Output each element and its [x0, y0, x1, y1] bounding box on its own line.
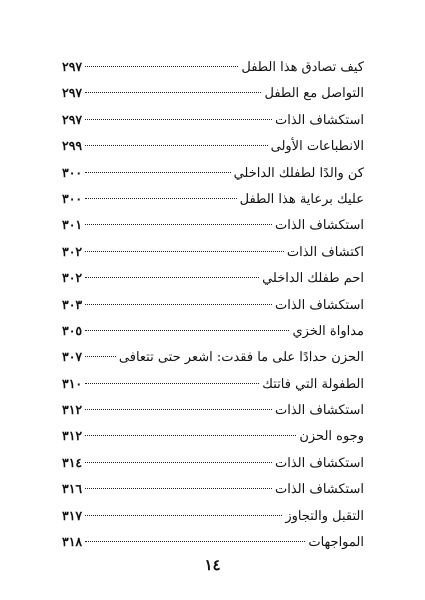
dot-leader	[85, 198, 236, 199]
dot-leader	[85, 145, 267, 146]
toc-entry	[62, 397, 364, 423]
toc-entry	[62, 54, 364, 80]
toc-entry	[62, 239, 364, 265]
toc-entry-page: ٣١٦	[62, 481, 83, 497]
dot-leader	[85, 356, 116, 357]
toc-entry	[62, 160, 364, 186]
dot-leader	[85, 277, 259, 278]
toc-entry-title: مداواة الخزي	[292, 323, 364, 339]
dot-leader	[85, 488, 272, 489]
dot-leader	[85, 172, 230, 173]
toc-entry-title: استكشاف الذات	[274, 218, 364, 234]
toc-entry-page: ٣٠٥	[62, 322, 83, 338]
toc-entry-title: التواصل مع الطفل	[264, 86, 364, 102]
toc-entry	[62, 503, 364, 529]
dot-leader	[85, 66, 238, 67]
toc-entry-title: استكشاف الذات	[274, 455, 364, 471]
toc-entry	[62, 476, 364, 502]
toc-entry	[62, 450, 364, 476]
dot-leader	[85, 92, 261, 93]
dot-leader	[85, 251, 284, 252]
dot-leader	[85, 409, 272, 410]
dot-leader	[85, 224, 272, 225]
toc-entry	[62, 265, 364, 291]
toc-entry-title: المواجهات	[308, 535, 364, 551]
toc-entry-title: اكتشاف الذات	[286, 244, 364, 260]
toc-entry	[62, 529, 364, 555]
dot-leader	[85, 515, 282, 516]
page-number: ١٤	[204, 556, 221, 574]
toc-entry	[62, 107, 364, 133]
toc-entry-page: ٢٩٧	[62, 85, 83, 101]
toc-entry-title: الطفولة التي فاتتك	[262, 376, 364, 392]
dot-leader	[85, 383, 259, 384]
toc-entry	[62, 344, 364, 370]
toc-entry-title: التقبل والتجاوز	[285, 508, 364, 524]
toc-entry	[62, 186, 364, 212]
toc-entry	[62, 371, 364, 397]
toc-entry	[62, 292, 364, 318]
toc-entry-page: ٢٩٩	[62, 138, 83, 154]
toc-entry	[62, 318, 364, 344]
toc-entry	[62, 212, 364, 238]
toc-entry-title: استكشاف الذات	[274, 297, 364, 313]
toc-entry	[62, 80, 364, 106]
toc-entry	[62, 133, 364, 159]
toc-entry-page: ٣١٢	[62, 428, 83, 444]
dot-leader	[85, 435, 296, 436]
toc-entry-title: الانطباعات الأولى	[270, 139, 364, 155]
toc-entry-page: ٣٠٠	[62, 190, 83, 206]
toc-entry-page: ٣٠٠	[62, 164, 83, 180]
toc-entry-page: ٣٠٧	[62, 349, 83, 365]
toc-entry-page: ٣٠٢	[62, 243, 83, 259]
toc-entry-title: كن والدًا لطفلك الداخلي	[233, 165, 364, 181]
dot-leader	[85, 330, 289, 331]
toc-entry-page: ٣١٧	[62, 507, 83, 523]
dot-leader	[85, 462, 272, 463]
toc-entry-page: ٣١٢	[62, 402, 83, 418]
toc-entry-page: ٢٩٧	[62, 111, 83, 127]
toc-entry-title: احم طفلك الداخلي	[262, 271, 364, 287]
toc-entry-title: وجوه الحزن	[299, 429, 364, 445]
dot-leader	[85, 304, 272, 305]
toc-entry-page: ٣٠٣	[62, 296, 83, 312]
toc-entry-page: ٣٠١	[62, 217, 83, 233]
toc-entry-title: استكشاف الذات	[274, 112, 364, 128]
toc-entry-page: ٣١٤	[62, 454, 83, 470]
toc-entry-page: ٣١٨	[62, 534, 83, 550]
dot-leader	[85, 119, 272, 120]
toc-entry-page: ٢٩٧	[62, 59, 83, 74]
toc-entry-title: استكشاف الذات	[274, 482, 364, 498]
table-of-contents	[62, 54, 364, 555]
toc-entry-page: ٣٠٢	[62, 270, 83, 286]
toc-entry-title: استكشاف الذات	[274, 403, 364, 419]
toc-entry	[62, 423, 364, 449]
toc-entry-title: الحزن حدادًا على ما فقدت: اشعر حتى تتعافى	[118, 350, 364, 366]
dot-leader	[85, 541, 305, 542]
toc-entry-title: كيف تصادق هذا الطفل	[241, 60, 364, 75]
toc-entry-page: ٣١٠	[62, 375, 83, 391]
toc-entry-title: عليك برعاية هذا الطفل	[239, 191, 364, 207]
